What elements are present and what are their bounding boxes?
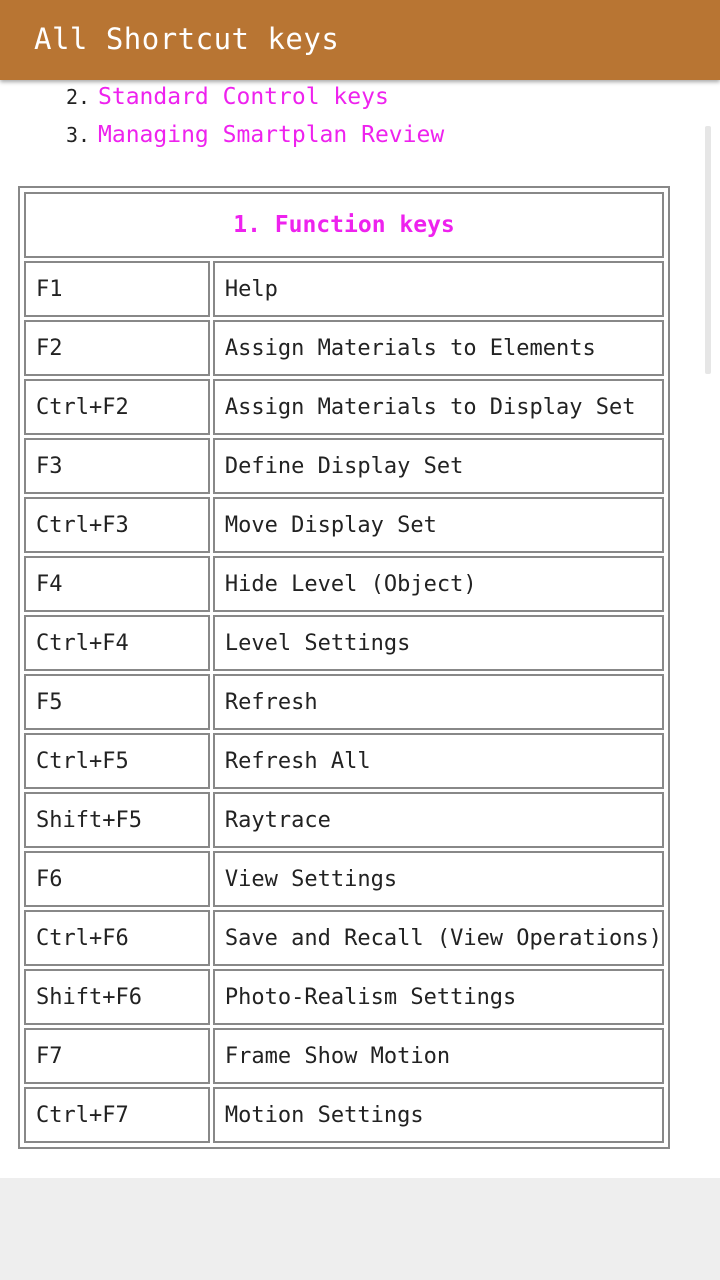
shortcut-key: Ctrl+F2 (24, 379, 210, 435)
toc-link-managing-smartplan-review[interactable]: Managing Smartplan Review (98, 122, 445, 148)
shortcut-key: Ctrl+F6 (24, 910, 210, 966)
table-row (24, 261, 664, 317)
shortcut-key: Ctrl+F3 (24, 497, 210, 553)
table-row (24, 556, 664, 612)
shortcut-action: View Settings (213, 851, 664, 907)
toc-item[interactable] (66, 80, 444, 118)
shortcut-key: F6 (24, 851, 210, 907)
shortcut-action: Help (213, 261, 664, 317)
shortcut-action: Level Settings (213, 615, 664, 671)
shortcut-key: Shift+F6 (24, 969, 210, 1025)
table-row (24, 438, 664, 494)
shortcut-action: Save and Recall (View Operations) (213, 910, 664, 966)
shortcut-key: Ctrl+F5 (24, 733, 210, 789)
table-row (24, 320, 664, 376)
shortcut-action: Assign Materials to Display Set (213, 379, 664, 435)
table-row (24, 733, 664, 789)
shortcut-action: Frame Show Motion (213, 1028, 664, 1084)
app-bar (0, 0, 720, 80)
table-row (24, 615, 664, 671)
table-row (24, 910, 664, 966)
shortcut-key: F4 (24, 556, 210, 612)
shortcut-key: F2 (24, 320, 210, 376)
table-header: 1. Function keys (24, 192, 664, 258)
shortcut-key: F7 (24, 1028, 210, 1084)
shortcut-key: Ctrl+F4 (24, 615, 210, 671)
table-row (24, 969, 664, 1025)
shortcut-key: Ctrl+F7 (24, 1087, 210, 1143)
shortcut-action: Raytrace (213, 792, 664, 848)
shortcut-key: Shift+F5 (24, 792, 210, 848)
toc-item-number: 2. (66, 85, 91, 109)
shortcut-action: Hide Level (Object) (213, 556, 664, 612)
shortcut-action: Define Display Set (213, 438, 664, 494)
scrollbar[interactable] (705, 126, 711, 374)
table-row (24, 1087, 664, 1143)
toc-link-standard-control-keys[interactable]: Standard Control keys (98, 84, 389, 110)
shortcut-action: Refresh (213, 674, 664, 730)
table-row (24, 674, 664, 730)
table-header-row (24, 192, 664, 258)
shortcut-key: F1 (24, 261, 210, 317)
function-keys-table (18, 186, 670, 1149)
shortcut-action: Refresh All (213, 733, 664, 789)
shortcut-table (21, 189, 667, 1146)
table-row (24, 1028, 664, 1084)
table-row (24, 792, 664, 848)
shortcut-action: Motion Settings (213, 1087, 664, 1143)
table-row (24, 851, 664, 907)
shortcut-action: Photo-Realism Settings (213, 969, 664, 1025)
toc-item-number: 3. (66, 123, 91, 147)
table-row (24, 379, 664, 435)
shortcut-action: Assign Materials to Elements (213, 320, 664, 376)
toc-item[interactable] (66, 118, 444, 156)
table-of-contents (66, 80, 444, 156)
app-title: All Shortcut keys (34, 22, 340, 56)
shortcut-key: F5 (24, 674, 210, 730)
content-area[interactable] (0, 80, 720, 1178)
shortcut-key: F3 (24, 438, 210, 494)
shortcut-action: Move Display Set (213, 497, 664, 553)
table-row (24, 497, 664, 553)
